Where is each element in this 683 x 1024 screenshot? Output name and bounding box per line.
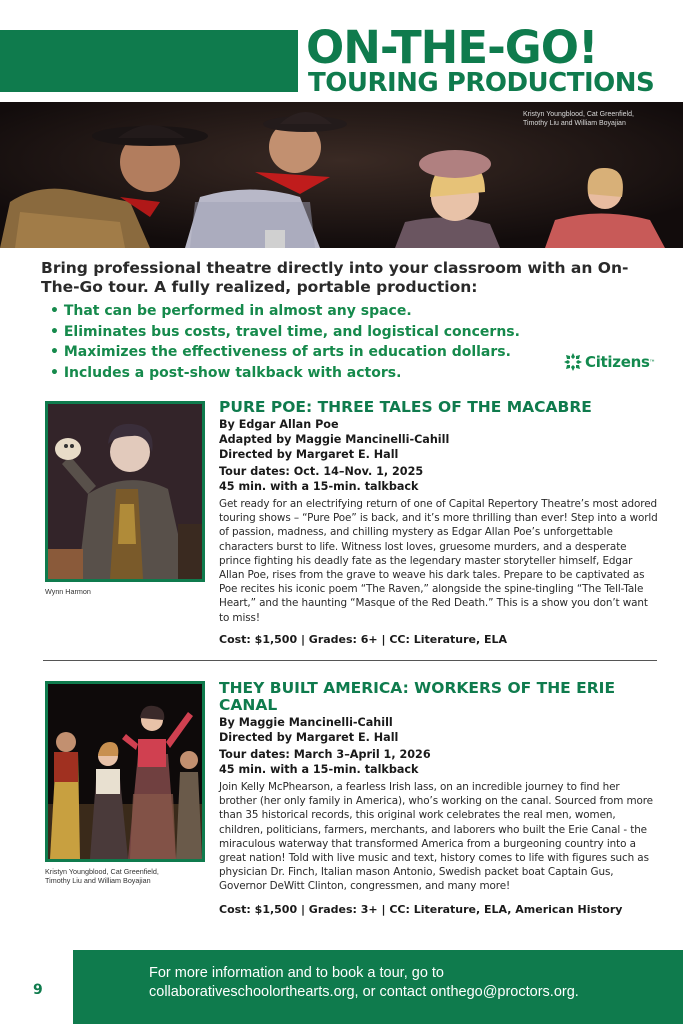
hero-photo-caption xyxy=(523,110,673,128)
section-divider xyxy=(43,660,657,661)
sponsor-name: Citizens xyxy=(585,353,650,371)
header-green-bar xyxy=(0,30,298,92)
show-duration: 45 min. with a 15-min. talkback xyxy=(219,480,419,493)
benefit-item: • That can be performed in almost any space. xyxy=(50,301,570,322)
footer-line-2[interactable]: collaborativeschoolorthearts.org, or contact onthego@proctors.org. xyxy=(149,984,579,1000)
hero-caption-line-2: Timothy Liu and William Boyajian xyxy=(523,120,626,127)
erie-canal-photo-caption xyxy=(45,867,159,885)
show-title: THEY BUILT AMERICA: WORKERS OF THE ERIE CANAL xyxy=(219,679,616,714)
hero-photo xyxy=(0,102,683,248)
page-number: 9 xyxy=(33,982,43,998)
erie-canal-illustration xyxy=(48,684,202,859)
erie-caption-line-1: Kristyn Youngblood, Cat Greenfield, xyxy=(45,867,159,876)
show-pure-poe xyxy=(219,399,659,647)
erie-caption-line-2: Timothy Liu and William Boyajian xyxy=(45,876,151,885)
show-credit-adapter: Adapted by Maggie Mancinelli-Cahill xyxy=(219,433,450,446)
show-credit-director: Directed by Margaret E. Hall xyxy=(219,731,399,744)
show-duration: 45 min. with a 15-min. talkback xyxy=(219,763,419,776)
benefit-item: • Maximizes the effectiveness of arts in education dollars. xyxy=(50,342,570,363)
show-title: PURE POE: THREE TALES OF THE MACABRE xyxy=(219,398,592,416)
benefits-list xyxy=(50,301,570,383)
show-tour-dates: Tour dates: March 3–April 1, 2026 xyxy=(219,748,431,761)
page-subtitle: TOURING PRODUCTIONS xyxy=(308,68,655,98)
page-title: ON-THE-GO! xyxy=(306,21,598,74)
pure-poe-photo xyxy=(45,401,205,582)
footer-text xyxy=(149,964,649,1002)
show-cost: Cost: $1,500 | Grades: 3+ | CC: Literature, ELA, American History xyxy=(219,902,623,916)
show-description: Join Kelly McPhearson, a fearless Irish lass, on an incredible journey to find her brother (her only family in America), who’s working on the canal. Sourced from more than 35 historical records, this original work celebrates the real men, women, children, politicians, farmers, merchants, and laborers who built the Erie Canal - the miraculous waterway that transformed America from a burgeoning country into a great nation! Told with live music and text, history comes to life with figures such as physician Dr. Finch, Italian mason Antonio, Swedish packet boat Captain Gus, Governor DeWitt Clinton, congressmen, and many more! xyxy=(219,781,653,893)
sponsor-logo xyxy=(564,353,655,371)
benefit-item: • Eliminates bus costs, travel time, and logistical concerns. xyxy=(50,322,570,343)
footer-banner xyxy=(73,950,683,1024)
pure-poe-photo-caption: Wynn Harmon xyxy=(45,587,91,596)
show-credit-author: By Maggie Mancinelli-Cahill xyxy=(219,716,393,729)
citizens-mark-icon xyxy=(564,353,582,371)
footer-line-1: For more information and to book a tour, go to xyxy=(149,965,444,981)
hero-caption-line-1: Kristyn Youngblood, Cat Greenfield, xyxy=(523,111,634,118)
show-cost: Cost: $1,500 | Grades: 6+ | CC: Literature, ELA xyxy=(219,632,508,646)
sponsor-trademark: ™ xyxy=(649,359,655,365)
benefit-item: • Includes a post-show talkback with actors. xyxy=(50,363,570,384)
show-credit-director: Directed by Margaret E. Hall xyxy=(219,448,399,461)
show-description: Get ready for an electrifying return of one of Capital Repertory Theatre’s most adored touring shows – “Pure Poe” is back, and it’s more thrilling than ever! Step into a world of passion, madness, and chilling mystery as Edgar Allan Poe’s unforgettable characters burst to life. Witness lost loves, gruesome murders, and a desperate prince fighting his deadly fate as the legendary master storyteller himself, Edgar Allan Poe, rises from the grave to weave his dark tales. Prepare to be captivated as Poe recites his iconic poem “The Raven,” alongside the spine-tingling “The Tell-Tale Heart,” and the haunting “Masque of the Red Death.” This is a show you don’t want to miss! xyxy=(219,498,658,624)
show-credit-author: By Edgar Allan Poe xyxy=(219,418,339,431)
pure-poe-illustration xyxy=(48,404,202,579)
erie-canal-photo xyxy=(45,681,205,862)
show-erie-canal xyxy=(219,680,659,917)
show-tour-dates: Tour dates: Oct. 14–Nov. 1, 2025 xyxy=(219,465,424,478)
intro-text: Bring professional theatre directly into your classroom with an On-The-Go tour. A fully realized, portable production: xyxy=(41,259,629,296)
